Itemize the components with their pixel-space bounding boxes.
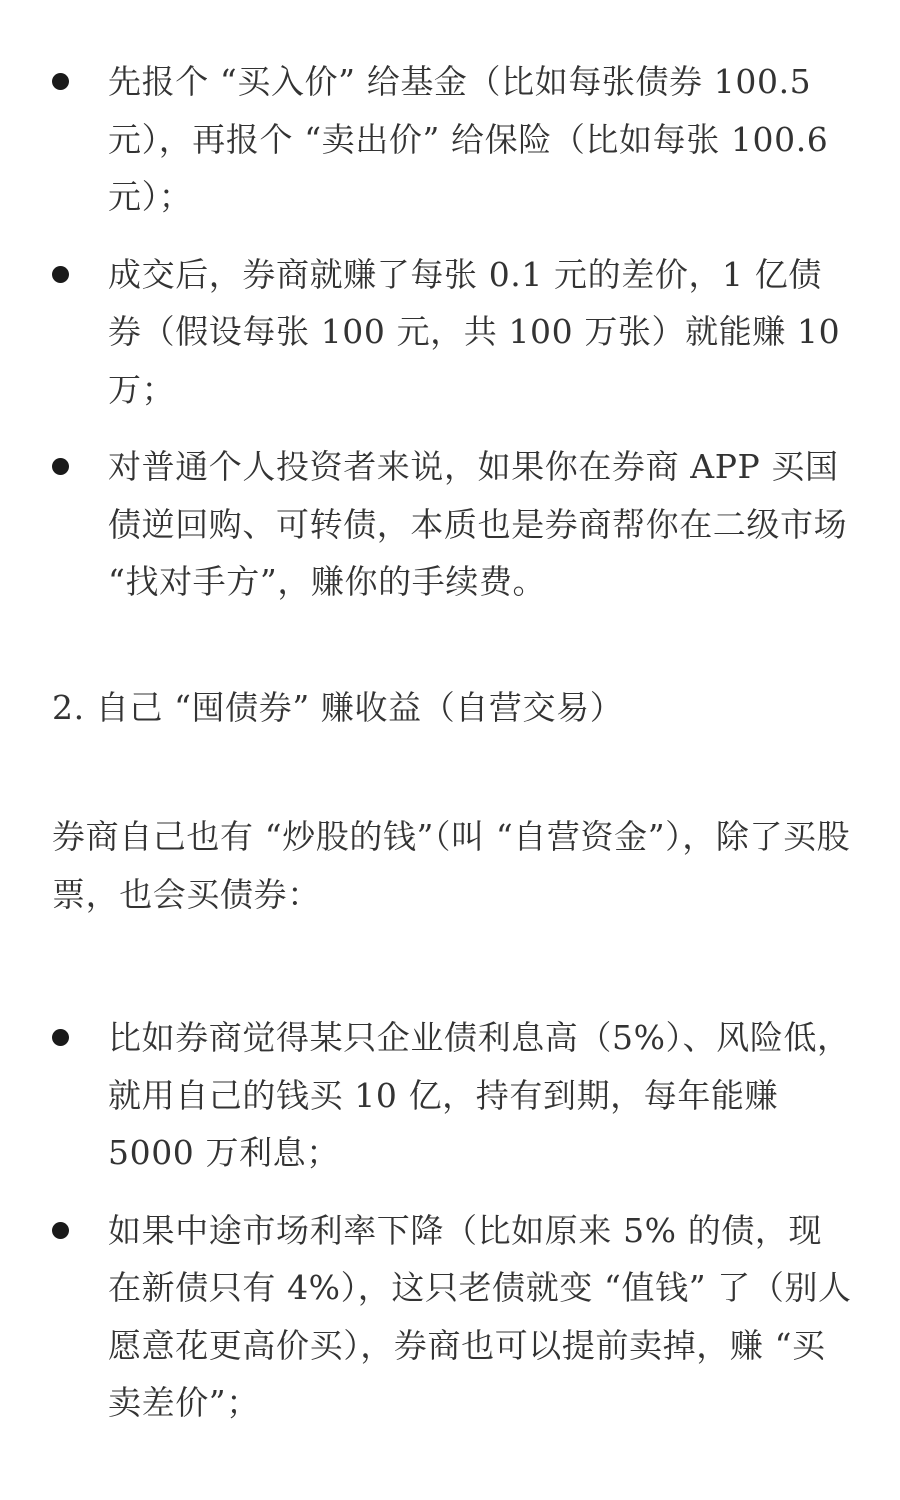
list-item-text: 成交后，券商就赚了每张 0.1 元的差价，1 亿债券（假设每张 100 元，共 100 万张）就能赚 10 万； xyxy=(108,254,841,409)
bullet-icon xyxy=(52,266,69,283)
bullet-icon xyxy=(52,73,69,90)
bullet-icon xyxy=(52,1029,69,1046)
section-heading: 2. 自己 “囤债券” 赚收益（自营交易） xyxy=(52,687,624,727)
list-item-text: 先报个 “买入价” 给基金（比如每张债券 100.5 元），再报个 “卖出价” 给保险（比如每张 100.6 元）； xyxy=(108,62,829,216)
list-item-text: 比如券商觉得某只企业债利息高（5%）、风险低，就用自己的钱买 10 亿，持有到期，每年能赚 5000 万利息； xyxy=(108,1018,851,1172)
bullet-list xyxy=(52,1009,852,1432)
list-item xyxy=(52,1202,852,1432)
list-item xyxy=(52,53,852,226)
bullet-icon xyxy=(52,1222,69,1239)
bullet-icon xyxy=(52,458,69,475)
body-paragraph: 券商自己也有 “炒股的钱”（叫 “自营资金”），除了买股票，也会买债券： xyxy=(52,817,851,914)
list-item xyxy=(52,1009,852,1182)
bullet-list xyxy=(52,0,852,611)
list-item-text: 对普通个人投资者来说，如果你在券商 APP 买国债逆回购、可转债，本质也是券商帮你在二级市场 “找对手方”，赚你的手续费。 xyxy=(108,447,848,601)
list-item xyxy=(52,246,852,419)
list-item-text: 如果中途市场利率下降（比如原来 5% 的债，现在新债只有 4%），这只老债就变 “值钱” 了（别人愿意花更高价买），券商也可以提前卖掉，赚 “买卖差价”； xyxy=(108,1210,852,1422)
list-item xyxy=(52,438,852,611)
